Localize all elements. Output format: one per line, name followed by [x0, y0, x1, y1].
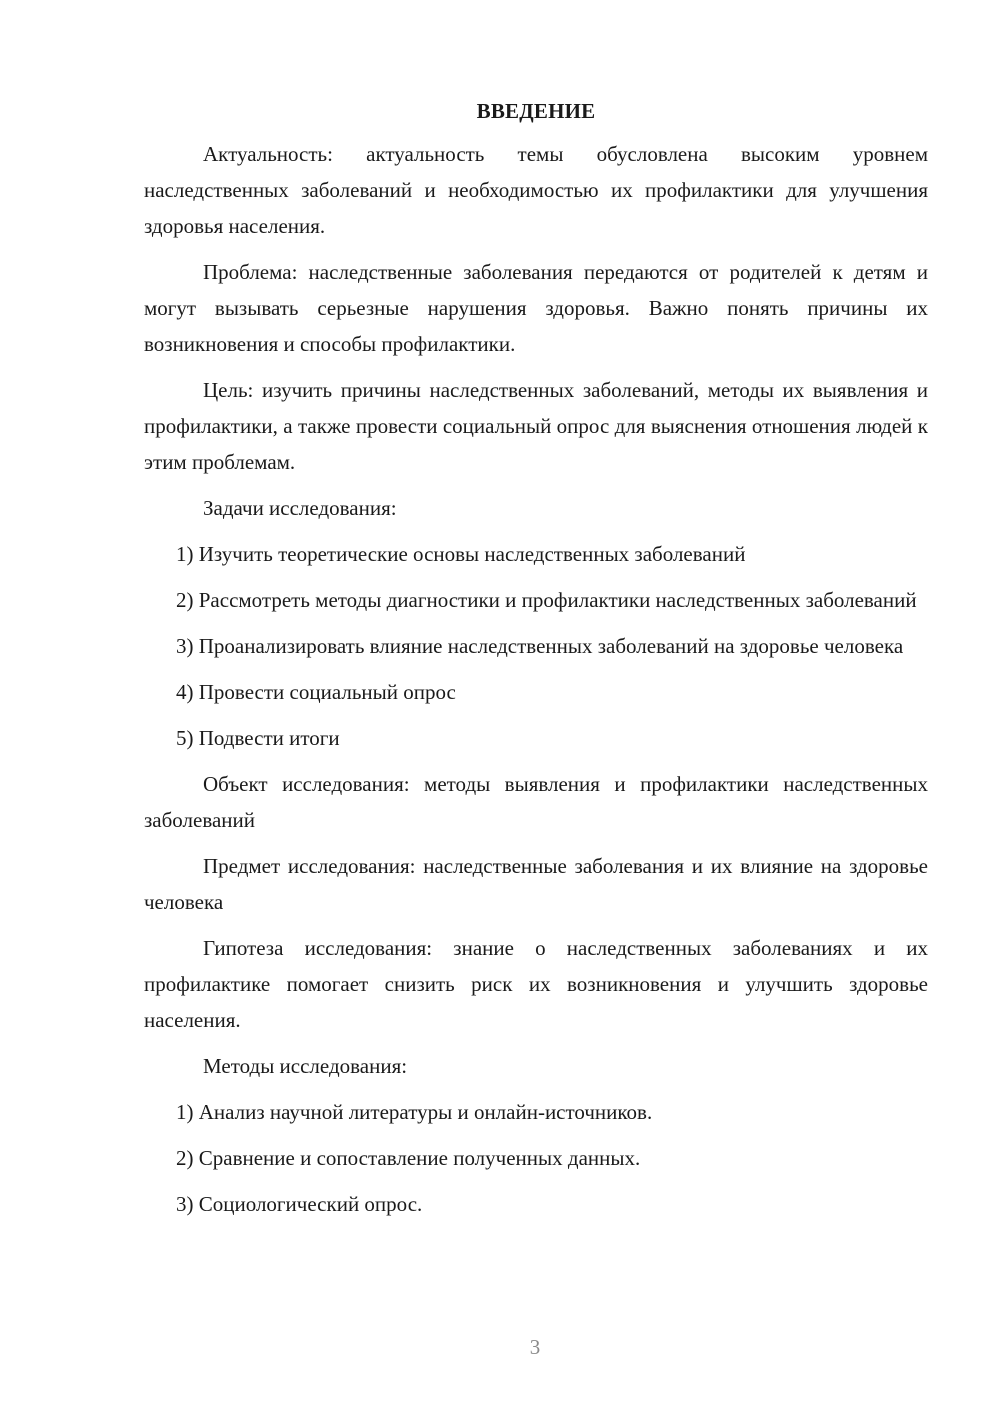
object-paragraph: Объект исследования: методы выявления и профилактики наследственных заболеваний — [144, 772, 928, 832]
method-item: 1) Анализ научной литературы и онлайн-источников. — [176, 1100, 653, 1124]
methods-heading: Методы исследования: — [203, 1054, 408, 1078]
task-item: 2) Рассмотреть методы диагностики и профилактики наследственных заболеваний — [176, 588, 917, 612]
task-item: 1) Изучить теоретические основы наследственных заболеваний — [176, 542, 746, 566]
relevance-paragraph: Актуальность: актуальность темы обусловлена высоким уровнем наследственных заболеваний и необходимостью их профилактики для улучшения здоровья населения. — [144, 142, 928, 238]
task-item: 4) Провести социальный опрос — [176, 680, 456, 704]
hypothesis-paragraph: Гипотеза исследования: знание о наследственных заболеваниях и их профилактике помогает снизить риск их возникновения и улучшить здоровье населения. — [144, 936, 928, 1032]
tasks-heading: Задачи исследования: — [203, 496, 397, 520]
task-item: 3) Проанализировать влияние наследственных заболеваний на здоровье человека — [176, 634, 904, 658]
method-item: 3) Социологический опрос. — [176, 1192, 423, 1216]
task-item: 5) Подвести итоги — [176, 726, 340, 750]
problem-paragraph: Проблема: наследственные заболевания передаются от родителей к детям и могут вызывать серьезные нарушения здоровья. Важно понять причины их возникновения и способы профилактики. — [144, 260, 928, 356]
goal-paragraph: Цель: изучить причины наследственных заболеваний, методы их выявления и профилактики, а также провести социальный опрос для выяснения отношения людей к этим проблемам. — [144, 378, 928, 474]
subject-paragraph: Предмет исследования: наследственные заболевания и их влияние на здоровье человека — [144, 854, 928, 914]
page-number: 3 — [529, 1335, 541, 1359]
page-title: ВВЕДЕНИЕ — [476, 99, 596, 123]
method-item: 2) Сравнение и сопоставление полученных данных. — [176, 1146, 641, 1170]
page-content — [144, 96, 928, 1232]
